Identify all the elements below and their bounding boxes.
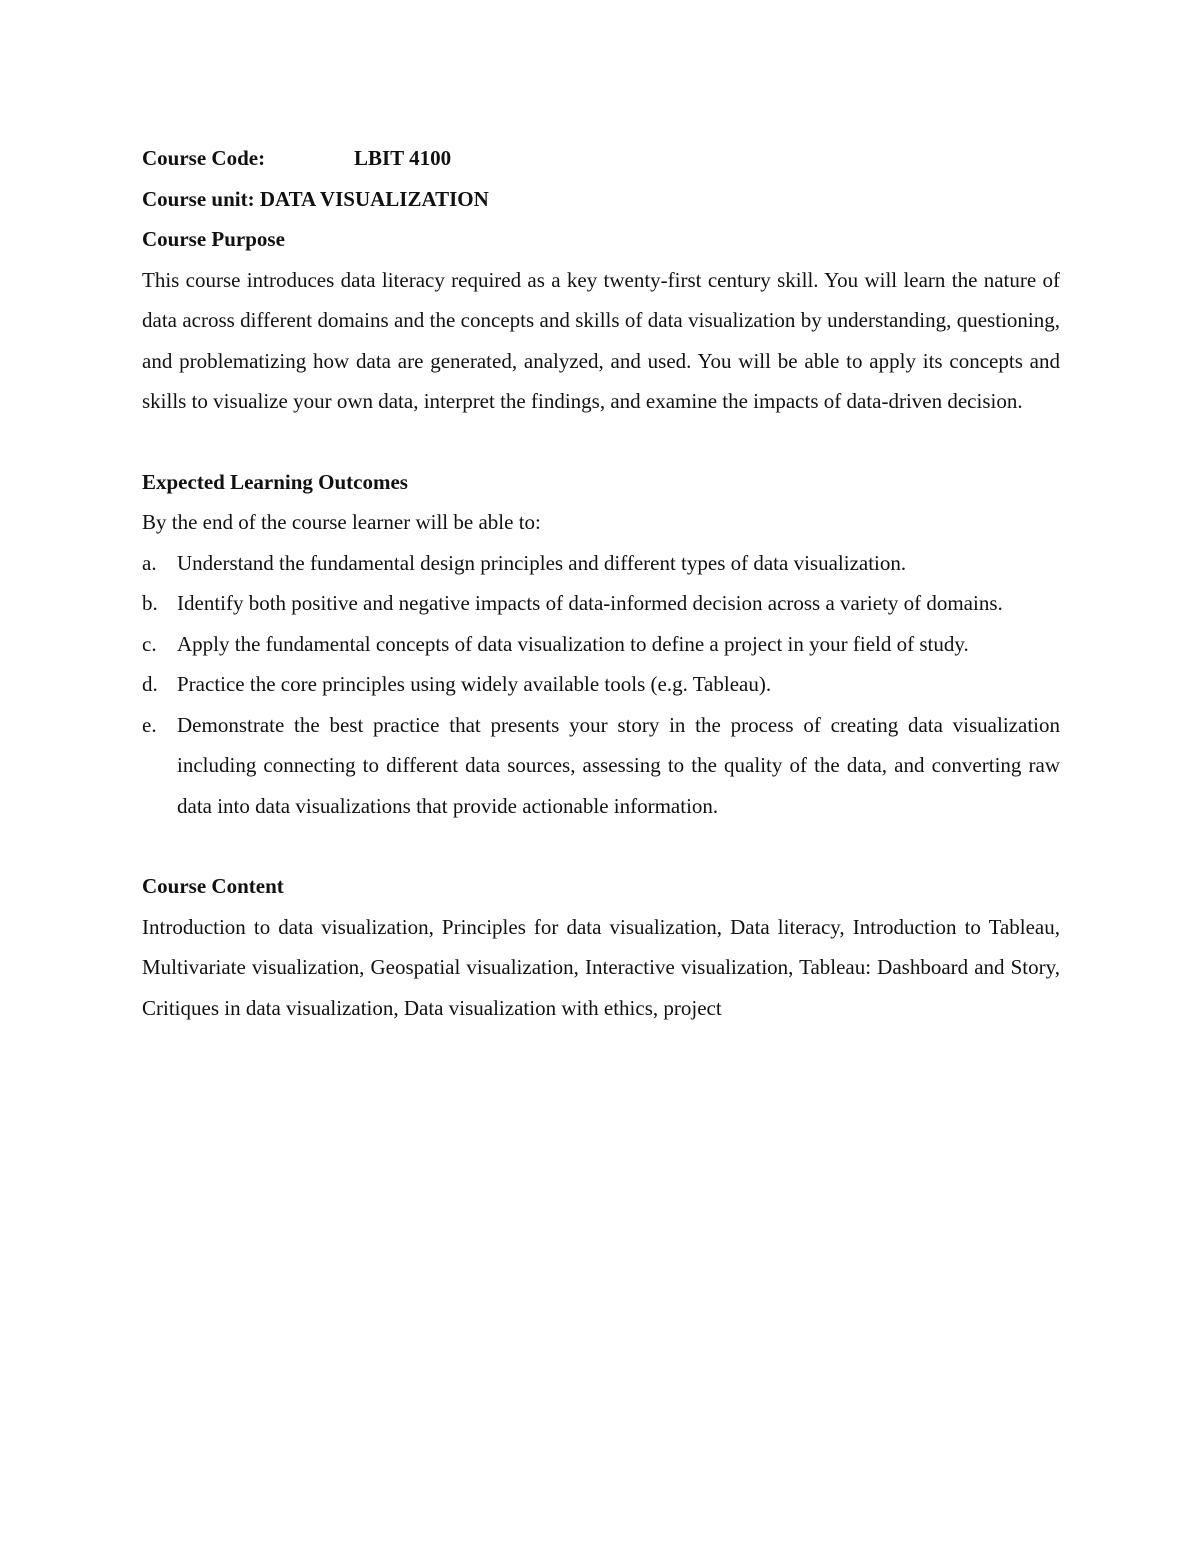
outcome-text: Identify both positive and negative impacts of data-informed decision across a variety of domains. bbox=[177, 591, 1003, 615]
outcome-text: Understand the fundamental design principles and different types of data visualization. bbox=[177, 550, 907, 575]
course-code-label: Course Code: bbox=[142, 146, 266, 170]
course-unit-line: Course unit: DATA VISUALIZATION bbox=[142, 186, 489, 211]
course-code-value: LBIT 4100 bbox=[354, 146, 452, 170]
outcome-item bbox=[142, 543, 1060, 584]
outcomes-intro: By the end of the course learner will be able to: bbox=[142, 510, 541, 534]
outcomes-heading: Expected Learning Outcomes bbox=[142, 469, 408, 494]
outcome-item bbox=[142, 705, 1060, 827]
outcome-item bbox=[142, 624, 1060, 665]
outcome-text: Apply the fundamental concepts of data visualization to define a project in your field of study. bbox=[177, 631, 969, 656]
outcome-item bbox=[142, 583, 1060, 624]
outcome-marker: c. bbox=[142, 631, 157, 656]
outcome-text: Practice the core principles using widely available tools (e.g. Tableau). bbox=[177, 672, 772, 696]
outcome-text: Demonstrate the best practice that presents your story in the process of creating data visualization including connecting to different data sources, assessing to the quality of the data, and converting raw data into data visualizations that provide actionable information. bbox=[177, 712, 1060, 818]
section-spacer bbox=[142, 826, 1060, 866]
course-code-line bbox=[142, 138, 1060, 179]
purpose-heading: Course Purpose bbox=[142, 227, 285, 251]
outcome-marker: e. bbox=[142, 712, 157, 737]
outcome-item bbox=[142, 664, 1060, 705]
outcome-marker: d. bbox=[142, 672, 158, 696]
content-paragraph: Introduction to data visualization, Principles for data visualization, Data literacy, Introduction to Tableau, Multivariate visualization, Geospatial visualization, Interactive visualization, Tableau: Dashboard and Story, Critiques in data visualization, Data visualization with ethics, project bbox=[142, 914, 1060, 1020]
content-heading: Course Content bbox=[142, 874, 284, 898]
document-page bbox=[142, 138, 1060, 1028]
purpose-paragraph: This course introduces data literacy required as a key twenty-first century skill. You will learn the nature of data across different domains and the concepts and skills of data visualization by understanding, questioning, and problematizing how data are generated, analyzed, and used. You will be able to apply its concepts and skills to visualize your own data, interpret the findings, and examine the impacts of data-driven decision. bbox=[142, 267, 1060, 413]
outcome-marker: b. bbox=[142, 591, 158, 615]
outcome-marker: a. bbox=[142, 550, 157, 575]
section-spacer bbox=[142, 422, 1060, 462]
